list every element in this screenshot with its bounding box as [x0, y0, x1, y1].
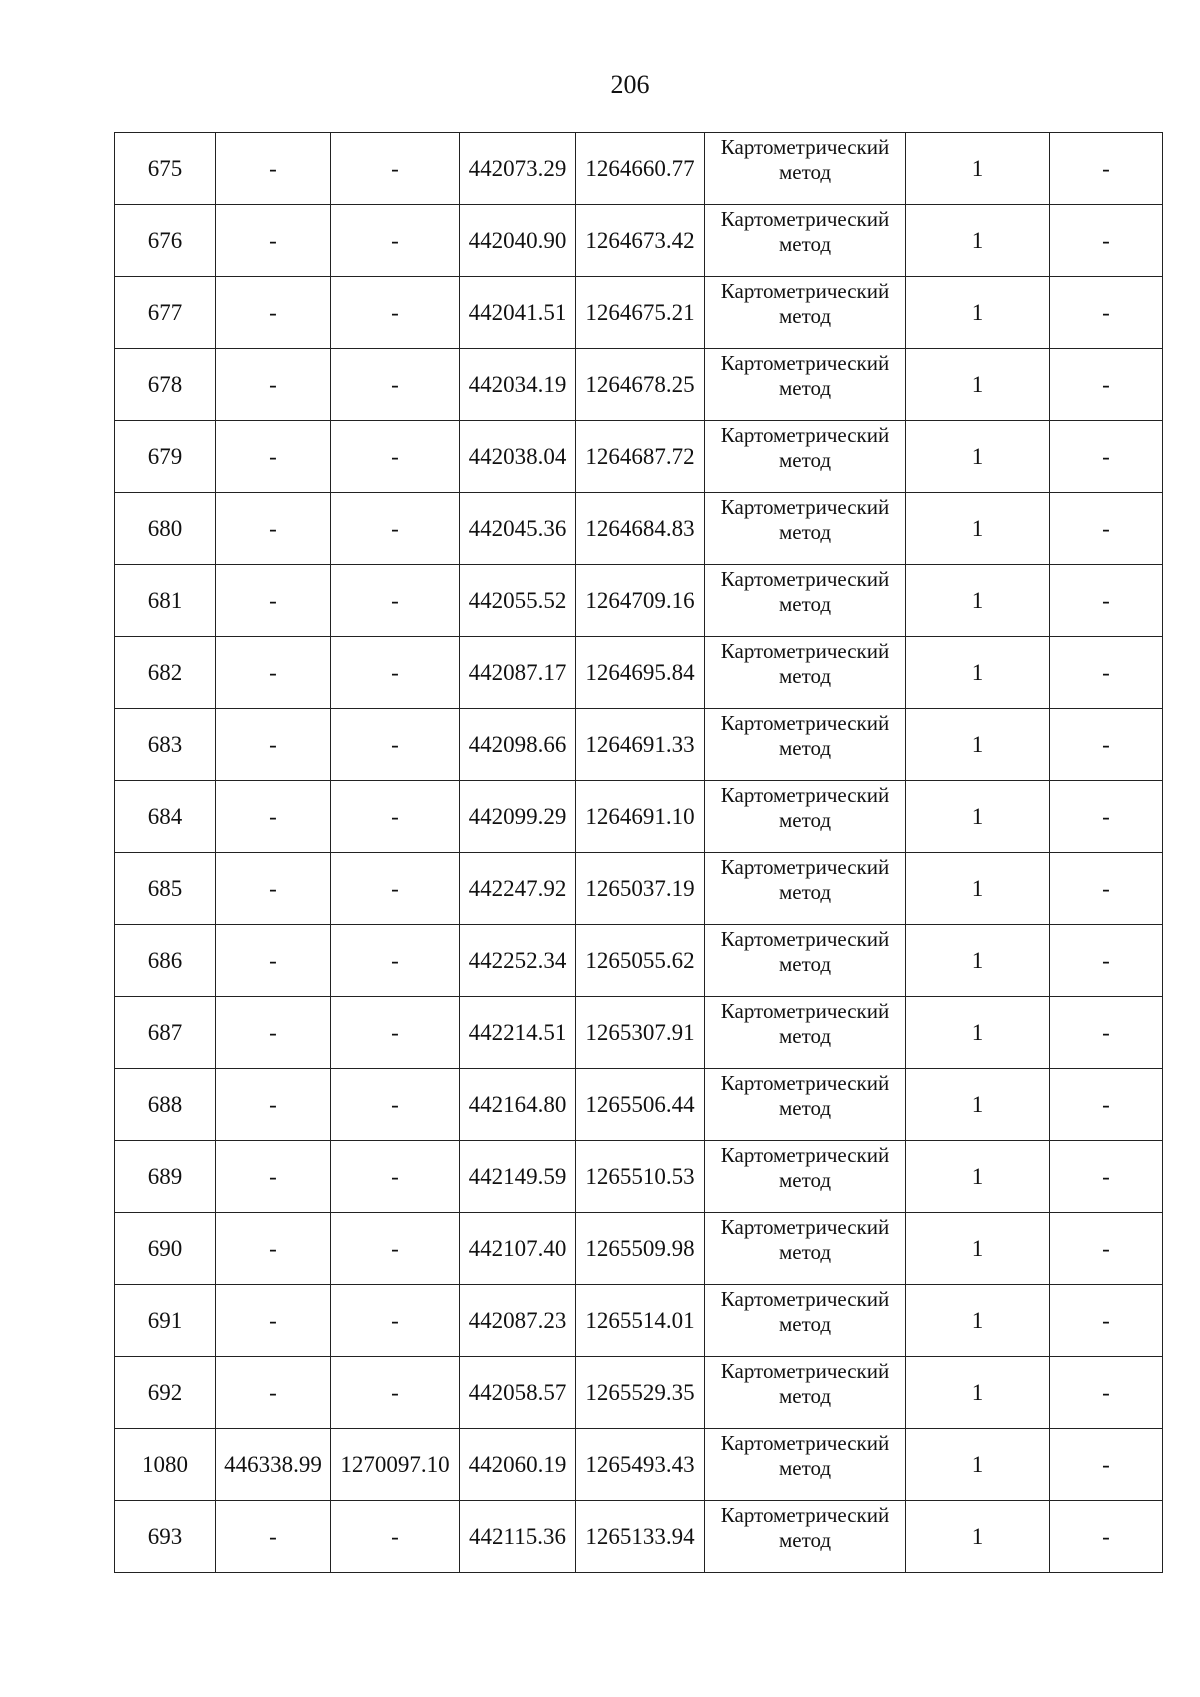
table-row [115, 1501, 1163, 1573]
y-coordinate-cell: 1265037.19 [576, 853, 705, 925]
point-number-cell: 685 [115, 853, 216, 925]
old-y-cell: - [331, 493, 460, 565]
method-cell [705, 709, 906, 781]
x-coordinate-cell: 442040.90 [460, 205, 576, 277]
table-row [115, 781, 1163, 853]
method-cell [705, 565, 906, 637]
x-coordinate-cell: 442073.29 [460, 133, 576, 205]
table-body [115, 133, 1163, 1573]
note-cell: - [1050, 997, 1163, 1069]
y-coordinate-cell: 1264691.33 [576, 709, 705, 781]
old-x-cell: - [216, 1213, 331, 1285]
x-coordinate-cell: 442045.36 [460, 493, 576, 565]
method-label-line2: метод [778, 1024, 832, 1048]
method-label-line1: Картометрический [720, 927, 890, 951]
table-row [115, 709, 1163, 781]
point-number-cell: 676 [115, 205, 216, 277]
x-coordinate-cell: 442099.29 [460, 781, 576, 853]
old-x-cell: - [216, 277, 331, 349]
x-coordinate-cell: 442214.51 [460, 997, 576, 1069]
method-label-line1: Картометрический [720, 351, 890, 375]
table-row [115, 277, 1163, 349]
method-cell [705, 1501, 906, 1573]
note-cell: - [1050, 853, 1163, 925]
method-label-line1: Картометрический [720, 1071, 890, 1095]
old-x-cell: - [216, 853, 331, 925]
table-row [115, 637, 1163, 709]
method-label-line2: метод [778, 1168, 832, 1192]
old-x-cell: - [216, 493, 331, 565]
y-coordinate-cell: 1264691.10 [576, 781, 705, 853]
method-cell [705, 997, 906, 1069]
accuracy-cell: 1 [906, 421, 1050, 493]
old-x-cell: 446338.99 [216, 1429, 331, 1501]
x-coordinate-cell: 442247.92 [460, 853, 576, 925]
method-label-line2: метод [778, 592, 832, 616]
old-x-cell: - [216, 565, 331, 637]
y-coordinate-cell: 1264675.21 [576, 277, 705, 349]
point-number-cell: 677 [115, 277, 216, 349]
method-label-line1: Картометрический [720, 999, 890, 1023]
coordinates-table [114, 132, 1163, 1573]
point-number-cell: 1080 [115, 1429, 216, 1501]
table-row [115, 349, 1163, 421]
method-label-line2: метод [778, 1096, 832, 1120]
y-coordinate-cell: 1265529.35 [576, 1357, 705, 1429]
accuracy-cell: 1 [906, 1285, 1050, 1357]
point-number-cell: 692 [115, 1357, 216, 1429]
old-y-cell: - [331, 1141, 460, 1213]
note-cell: - [1050, 421, 1163, 493]
method-cell [705, 1285, 906, 1357]
note-cell: - [1050, 1357, 1163, 1429]
method-label-line2: метод [778, 232, 832, 256]
accuracy-cell: 1 [906, 781, 1050, 853]
method-label-line2: метод [778, 1528, 832, 1552]
table-row [115, 493, 1163, 565]
old-y-cell: - [331, 853, 460, 925]
x-coordinate-cell: 442060.19 [460, 1429, 576, 1501]
table-row [115, 1285, 1163, 1357]
y-coordinate-cell: 1264695.84 [576, 637, 705, 709]
old-y-cell: - [331, 565, 460, 637]
old-y-cell: - [331, 1213, 460, 1285]
point-number-cell: 689 [115, 1141, 216, 1213]
x-coordinate-cell: 442055.52 [460, 565, 576, 637]
method-cell [705, 349, 906, 421]
method-label-line2: метод [778, 376, 832, 400]
method-label-line2: метод [778, 1240, 832, 1264]
old-y-cell: - [331, 637, 460, 709]
note-cell: - [1050, 1213, 1163, 1285]
old-x-cell: - [216, 1069, 331, 1141]
old-y-cell: - [331, 1357, 460, 1429]
method-cell [705, 1357, 906, 1429]
y-coordinate-cell: 1265510.53 [576, 1141, 705, 1213]
table-row [115, 997, 1163, 1069]
note-cell: - [1050, 637, 1163, 709]
table-row [115, 1357, 1163, 1429]
y-coordinate-cell: 1265509.98 [576, 1213, 705, 1285]
old-x-cell: - [216, 421, 331, 493]
method-label-line2: метод [778, 1456, 832, 1480]
y-coordinate-cell: 1265055.62 [576, 925, 705, 997]
accuracy-cell: 1 [906, 1069, 1050, 1141]
method-cell [705, 421, 906, 493]
old-x-cell: - [216, 637, 331, 709]
old-y-cell: 1270097.10 [331, 1429, 460, 1501]
method-cell [705, 637, 906, 709]
old-y-cell: - [331, 421, 460, 493]
accuracy-cell: 1 [906, 277, 1050, 349]
method-label-line1: Картометрический [720, 423, 890, 447]
method-label-line1: Картометрический [720, 711, 890, 735]
method-cell [705, 1213, 906, 1285]
point-number-cell: 680 [115, 493, 216, 565]
accuracy-cell: 1 [906, 1429, 1050, 1501]
note-cell: - [1050, 277, 1163, 349]
accuracy-cell: 1 [906, 493, 1050, 565]
old-x-cell: - [216, 205, 331, 277]
x-coordinate-cell: 442107.40 [460, 1213, 576, 1285]
note-cell: - [1050, 133, 1163, 205]
point-number-cell: 683 [115, 709, 216, 781]
method-label-line1: Картометрический [720, 1143, 890, 1167]
y-coordinate-cell: 1264678.25 [576, 349, 705, 421]
old-y-cell: - [331, 709, 460, 781]
y-coordinate-cell: 1264687.72 [576, 421, 705, 493]
accuracy-cell: 1 [906, 1501, 1050, 1573]
table-row [115, 1213, 1163, 1285]
x-coordinate-cell: 442041.51 [460, 277, 576, 349]
accuracy-cell: 1 [906, 1357, 1050, 1429]
old-y-cell: - [331, 1069, 460, 1141]
old-x-cell: - [216, 1501, 331, 1573]
point-number-cell: 693 [115, 1501, 216, 1573]
point-number-cell: 686 [115, 925, 216, 997]
method-label-line1: Картометрический [720, 279, 890, 303]
accuracy-cell: 1 [906, 1141, 1050, 1213]
method-label-line2: метод [778, 160, 832, 184]
point-number-cell: 688 [115, 1069, 216, 1141]
note-cell: - [1050, 1141, 1163, 1213]
y-coordinate-cell: 1265493.43 [576, 1429, 705, 1501]
point-number-cell: 690 [115, 1213, 216, 1285]
accuracy-cell: 1 [906, 349, 1050, 421]
note-cell: - [1050, 925, 1163, 997]
note-cell: - [1050, 781, 1163, 853]
method-label-line1: Картометрический [720, 1287, 890, 1311]
accuracy-cell: 1 [906, 853, 1050, 925]
accuracy-cell: 1 [906, 1213, 1050, 1285]
x-coordinate-cell: 442058.57 [460, 1357, 576, 1429]
y-coordinate-cell: 1264673.42 [576, 205, 705, 277]
old-y-cell: - [331, 1501, 460, 1573]
accuracy-cell: 1 [906, 565, 1050, 637]
method-label-line1: Картометрический [720, 1215, 890, 1239]
y-coordinate-cell: 1264684.83 [576, 493, 705, 565]
method-label-line2: метод [778, 1384, 832, 1408]
method-cell [705, 781, 906, 853]
method-label-line2: метод [778, 520, 832, 544]
table-row [115, 205, 1163, 277]
old-y-cell: - [331, 997, 460, 1069]
old-y-cell: - [331, 349, 460, 421]
table-row [115, 1069, 1163, 1141]
y-coordinate-cell: 1265133.94 [576, 1501, 705, 1573]
method-label-line2: метод [778, 1312, 832, 1336]
note-cell: - [1050, 709, 1163, 781]
point-number-cell: 691 [115, 1285, 216, 1357]
table-row [115, 925, 1163, 997]
method-label-line1: Картометрический [720, 207, 890, 231]
table-row [115, 133, 1163, 205]
point-number-cell: 678 [115, 349, 216, 421]
old-y-cell: - [331, 277, 460, 349]
method-label-line1: Картометрический [720, 567, 890, 591]
y-coordinate-cell: 1265307.91 [576, 997, 705, 1069]
method-cell [705, 925, 906, 997]
method-cell [705, 1069, 906, 1141]
old-x-cell: - [216, 1357, 331, 1429]
old-x-cell: - [216, 709, 331, 781]
old-y-cell: - [331, 1285, 460, 1357]
method-label-line1: Картометрический [720, 1359, 890, 1383]
method-label-line1: Картометрический [720, 639, 890, 663]
old-y-cell: - [331, 133, 460, 205]
note-cell: - [1050, 349, 1163, 421]
method-label-line2: метод [778, 808, 832, 832]
method-label-line1: Картометрический [720, 1503, 890, 1527]
note-cell: - [1050, 493, 1163, 565]
point-number-cell: 681 [115, 565, 216, 637]
note-cell: - [1050, 1429, 1163, 1501]
point-number-cell: 684 [115, 781, 216, 853]
method-cell [705, 1429, 906, 1501]
table-row [115, 565, 1163, 637]
point-number-cell: 687 [115, 997, 216, 1069]
point-number-cell: 679 [115, 421, 216, 493]
page-number: 206 [610, 70, 650, 99]
x-coordinate-cell: 442087.17 [460, 637, 576, 709]
method-cell [705, 277, 906, 349]
old-x-cell: - [216, 997, 331, 1069]
note-cell: - [1050, 1501, 1163, 1573]
old-x-cell: - [216, 1141, 331, 1213]
x-coordinate-cell: 442098.66 [460, 709, 576, 781]
x-coordinate-cell: 442252.34 [460, 925, 576, 997]
note-cell: - [1050, 205, 1163, 277]
old-y-cell: - [331, 781, 460, 853]
x-coordinate-cell: 442038.04 [460, 421, 576, 493]
y-coordinate-cell: 1265514.01 [576, 1285, 705, 1357]
method-label-line2: метод [778, 448, 832, 472]
table-row [115, 1429, 1163, 1501]
accuracy-cell: 1 [906, 925, 1050, 997]
accuracy-cell: 1 [906, 205, 1050, 277]
point-number-cell: 682 [115, 637, 216, 709]
note-cell: - [1050, 565, 1163, 637]
method-cell [705, 493, 906, 565]
table-row [115, 421, 1163, 493]
old-x-cell: - [216, 781, 331, 853]
accuracy-cell: 1 [906, 133, 1050, 205]
method-label-line2: метод [778, 664, 832, 688]
x-coordinate-cell: 442164.80 [460, 1069, 576, 1141]
table-row [115, 853, 1163, 925]
old-x-cell: - [216, 349, 331, 421]
old-y-cell: - [331, 205, 460, 277]
method-label-line2: метод [778, 952, 832, 976]
y-coordinate-cell: 1264660.77 [576, 133, 705, 205]
method-label-line1: Картометрический [720, 1431, 890, 1455]
method-label-line2: метод [778, 736, 832, 760]
note-cell: - [1050, 1285, 1163, 1357]
y-coordinate-cell: 1264709.16 [576, 565, 705, 637]
x-coordinate-cell: 442115.36 [460, 1501, 576, 1573]
accuracy-cell: 1 [906, 709, 1050, 781]
method-label-line1: Картометрический [720, 783, 890, 807]
method-cell [705, 133, 906, 205]
method-label-line1: Картометрический [720, 495, 890, 519]
method-cell [705, 1141, 906, 1213]
old-x-cell: - [216, 133, 331, 205]
x-coordinate-cell: 442149.59 [460, 1141, 576, 1213]
table-row [115, 1141, 1163, 1213]
point-number-cell: 675 [115, 133, 216, 205]
accuracy-cell: 1 [906, 997, 1050, 1069]
method-cell [705, 205, 906, 277]
x-coordinate-cell: 442034.19 [460, 349, 576, 421]
method-label-line2: метод [778, 304, 832, 328]
old-x-cell: - [216, 925, 331, 997]
old-x-cell: - [216, 1285, 331, 1357]
method-label-line1: Картометрический [720, 855, 890, 879]
method-cell [705, 853, 906, 925]
note-cell: - [1050, 1069, 1163, 1141]
accuracy-cell: 1 [906, 637, 1050, 709]
method-label-line1: Картометрический [720, 135, 890, 159]
old-y-cell: - [331, 925, 460, 997]
method-label-line2: метод [778, 880, 832, 904]
x-coordinate-cell: 442087.23 [460, 1285, 576, 1357]
y-coordinate-cell: 1265506.44 [576, 1069, 705, 1141]
